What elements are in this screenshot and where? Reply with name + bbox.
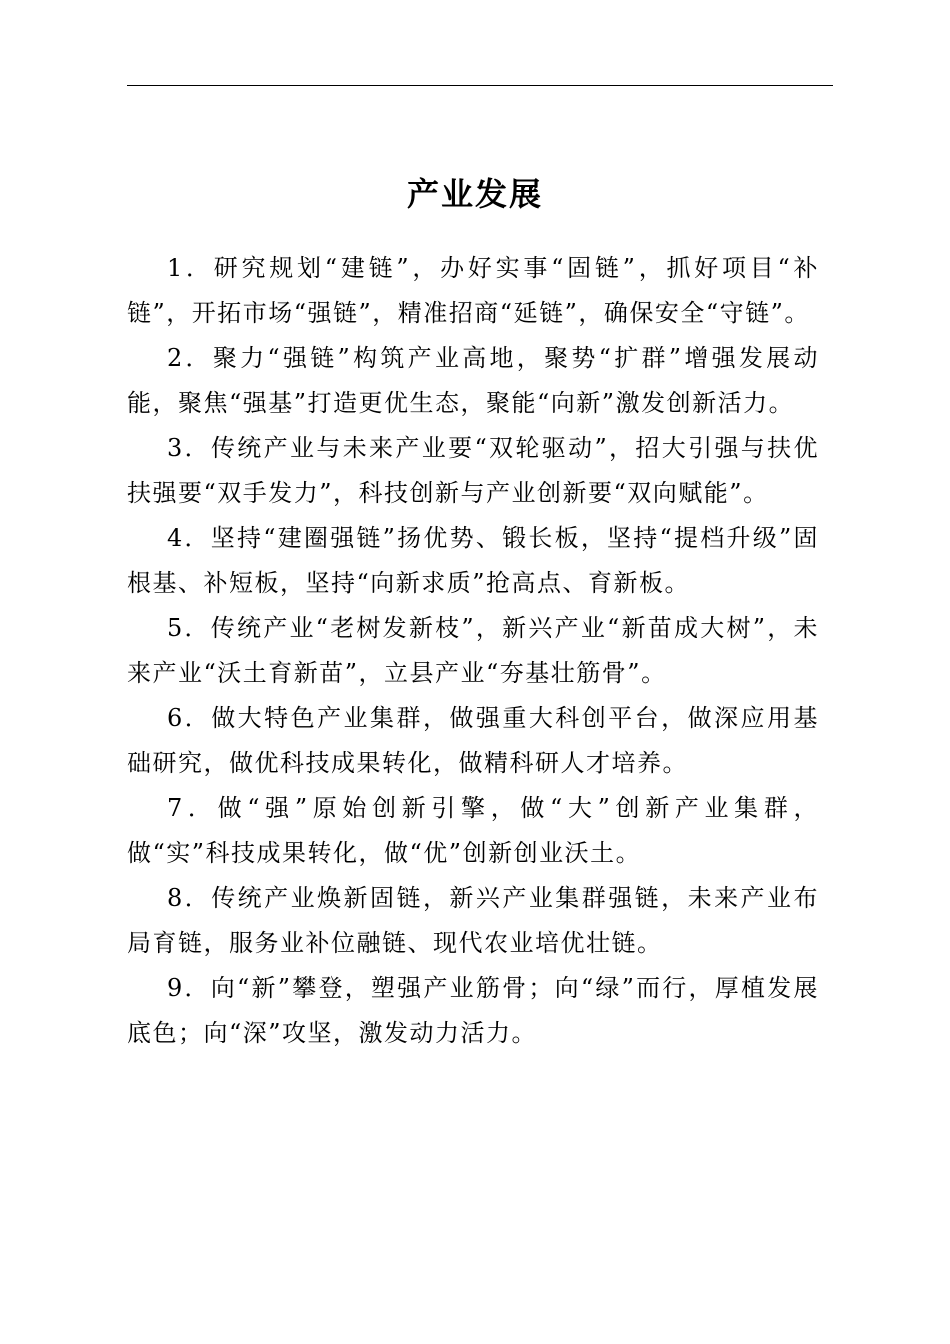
paragraph-4: 4．坚持“建圈强链”扬优势、锻长板，坚持“提档升级”固根基、补短板，坚持“向新求质”抢高点、育新板。 bbox=[127, 524, 819, 597]
paragraph-3: 3．传统产业与未来产业要“双轮驱动”，招大引强与扶优扶强要“双手发力”，科技创新与产业创新要“双向赋能”。 bbox=[127, 434, 819, 507]
document-body bbox=[127, 246, 819, 1056]
paragraph-8: 8．传统产业焕新固链，新兴产业集群强链，未来产业布局育链，服务业补位融链、现代农业培优壮链。 bbox=[127, 884, 819, 957]
header-rule bbox=[127, 85, 833, 86]
paragraph-1: 1．研究规划“建链”，办好实事“固链”，抓好项目“补链”，开拓市场“强链”，精准招商“延链”，确保安全“守链”。 bbox=[127, 254, 819, 327]
paragraph-7: 7．做“强”原始创新引擎，做“大”创新产业集群，做“实”科技成果转化，做“优”创新创业沃土。 bbox=[127, 794, 819, 867]
paragraph-9: 9．向“新”攀登，塑强产业筋骨；向“绿”而行，厚植发展底色；向“深”攻坚，激发动力活力。 bbox=[127, 974, 819, 1047]
paragraph-2: 2．聚力“强链”构筑产业高地，聚势“扩群”增强发展动能，聚焦“强基”打造更优生态，聚能“向新”激发创新活力。 bbox=[127, 344, 819, 417]
paragraph-6: 6．做大特色产业集群，做强重大科创平台，做深应用基础研究，做优科技成果转化，做精科研人才培养。 bbox=[127, 704, 819, 777]
paragraph-5: 5．传统产业“老树发新枝”，新兴产业“新苗成大树”，未来产业“沃土育新苗”，立县产业“夯基壮筋骨”。 bbox=[127, 614, 819, 687]
document-title: 产业发展 bbox=[406, 175, 543, 213]
